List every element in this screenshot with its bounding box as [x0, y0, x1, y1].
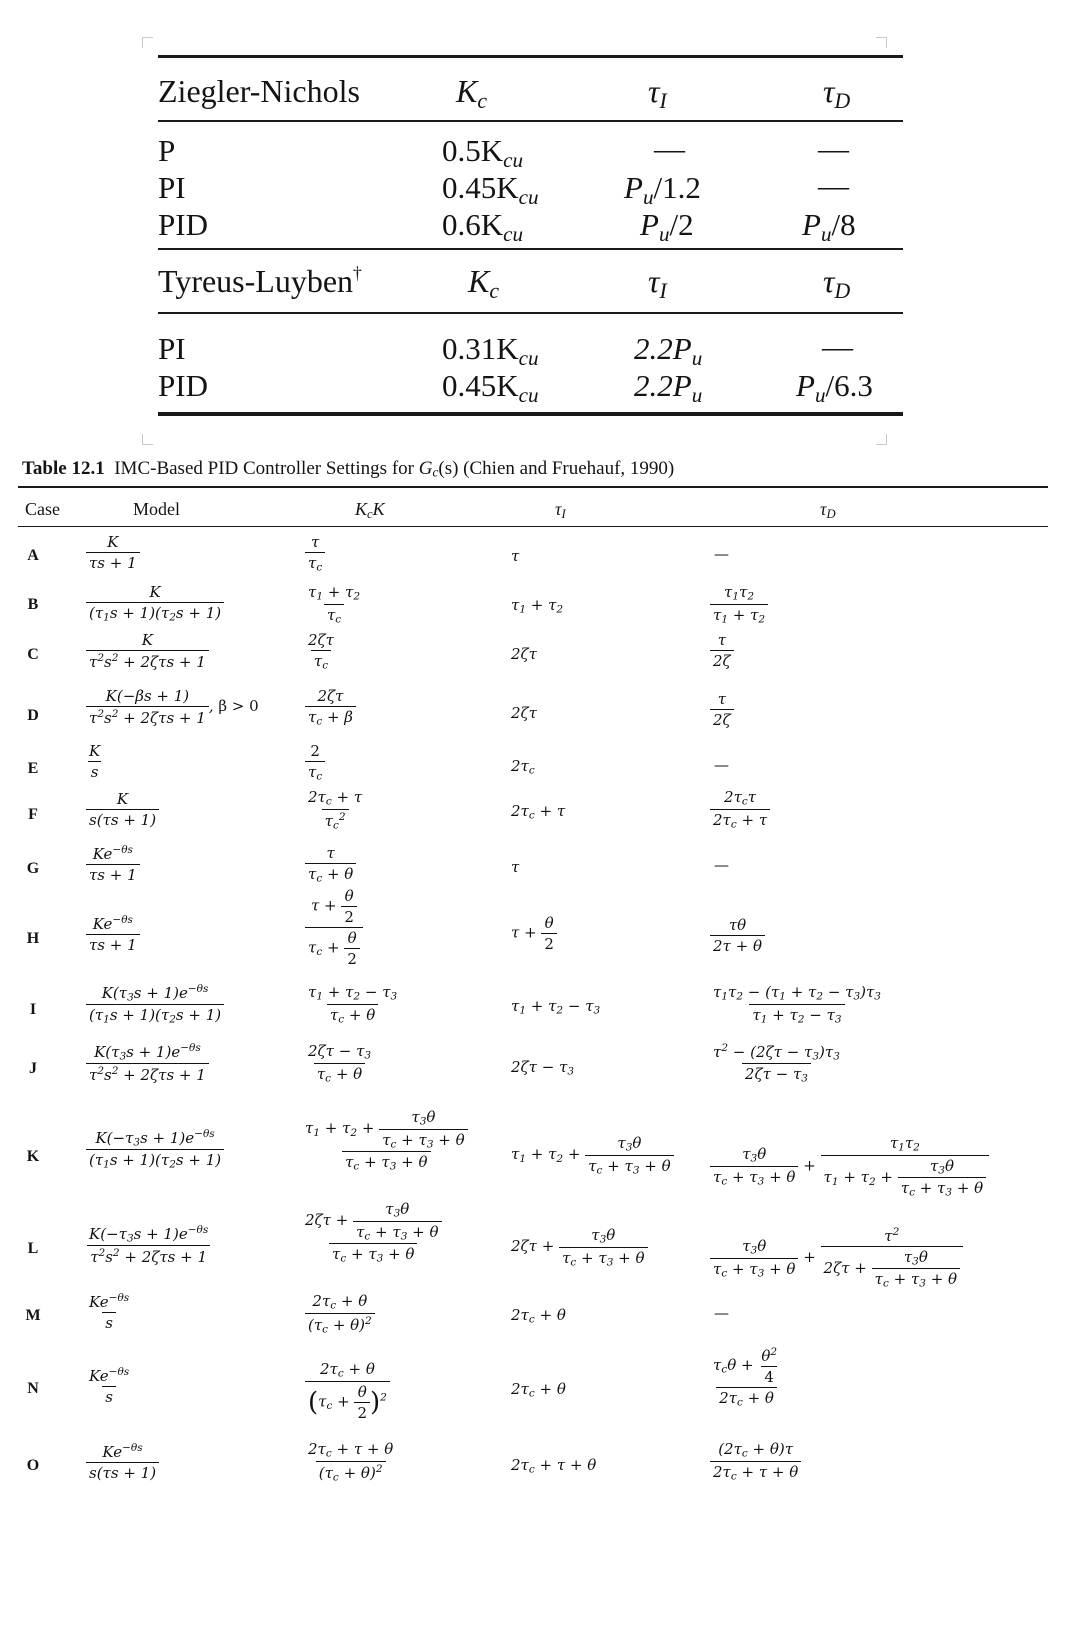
imc-top-rule — [18, 486, 1048, 488]
formula: $\frac{2}{\tau_c}$ — [305, 742, 325, 783]
formula: $\frac{\tau}{2\zeta}$ — [710, 631, 734, 670]
zn-row-p-td: — — [818, 131, 849, 166]
case-label: F — [28, 806, 38, 823]
formula: $\frac{\tau\theta}{2\tau + \theta}$ — [710, 916, 765, 955]
formula: $2\tau_c + \tau + \theta$ — [511, 1456, 597, 1476]
formula: $2\tau_c + \theta$ — [511, 1380, 566, 1400]
formula: $\frac{\tau_3\theta}{\tau_c + \tau_3 + \theta}$ + $\tau^2$ 2ζτ + $\frac{\tau_3\theta}{\tau_c + \tau_3 + \theta}$ — [710, 1226, 963, 1290]
zn-row-pi-ti: $P_u/1.2$ — [624, 170, 701, 209]
case-label: I — [29, 1001, 37, 1018]
case-label: A — [27, 547, 39, 564]
formula: $2\zeta\tau - \tau_3$ — [511, 1058, 575, 1078]
zn-row-pid-ti: $P_u/2$ — [640, 207, 694, 246]
case-label: O — [26, 1457, 40, 1474]
formula: $\frac{\tau_1\tau_2 - (\tau_1 + \tau_2 - \tau_3)\tau_3}{\tau_1 + \tau_2 - \tau_3}$ — [713, 983, 881, 1026]
formula: 2ζτ — [511, 645, 537, 663]
imc-header-rule — [18, 526, 1048, 527]
formula: $\frac{K}{s(\tau s + 1)}$ — [86, 790, 159, 829]
formula: τ — [511, 858, 520, 876]
formula: $\frac{\tau_3\theta}{\tau_c + \tau_3 + \theta}$ + $\tau_1\tau_2$ $\tau_1 + \tau_2$ + $\frac{\tau_3\theta}{\tau_c + \tau_3 + \theta}$ — [710, 1134, 989, 1199]
tl-row-pi-ti: $2.2P_u$ — [634, 331, 703, 370]
tl-header-td: $\tau_D$ — [823, 263, 851, 304]
formula: $\tau_c\theta$ + $\frac{\theta^2}{4}$ $2\tau_c + \theta$ — [713, 1346, 778, 1409]
formula: $\frac{K}{s}$ — [89, 742, 101, 781]
formula: $2\tau_c$ — [511, 757, 535, 777]
formula: $\frac{Ke^{-\theta s}}{\tau s + 1}$ — [86, 914, 140, 954]
zn-title: Ziegler-Nichols — [158, 73, 360, 109]
formula: $\frac{2\tau_c\tau}{2\tau_c + \tau}$ — [710, 788, 770, 830]
formula: $\frac{K(-\tau_3s + 1)e^{-\theta s}}{\tau^2s^2 + 2\zeta\tau s + 1}$ — [89, 1224, 209, 1267]
formula: $\frac{K(\tau_3s + 1)e^{-\theta s}}{\tau^2s^2 + 2\zeta\tau s + 1}$ — [86, 1042, 209, 1084]
formula: $\frac{K}{\tau s + 1}$ — [86, 533, 140, 572]
tl-header-ti: $\tau_I$ — [648, 263, 667, 304]
formula: τ — [511, 547, 520, 565]
zn-header-rule — [158, 120, 903, 122]
formula: $\frac{2\zeta\tau}{\tau_c}$ — [308, 631, 334, 672]
case-label: G — [26, 860, 40, 877]
formula: $\frac{\tau}{2\zeta}$ — [710, 690, 734, 729]
imc-table-caption: Table 12.1 IMC-Based PID Controller Settings for $G_c(s)$ (Chien and Fruehauf, 1990) — [22, 458, 675, 480]
formula: 2ζτ + $\frac{\tau_3\theta}{\tau_c + \tau_3 + \theta}$ — [511, 1226, 648, 1268]
zn-row-pi-mode: PI — [158, 170, 186, 205]
zn-header-ti: $\tau_I$ — [648, 73, 667, 114]
formula: $\tau_1 + \tau_2$ — [511, 596, 564, 616]
case-label: J — [29, 1060, 37, 1077]
case-label: K — [26, 1148, 40, 1165]
formula: $\frac{Ke^{-\theta s}}{s}$ — [89, 1366, 130, 1406]
formula: $\frac{K(\tau_3s + 1)e^{-\theta s}}{(\tau_1s + 1)(\tau_2s + 1)}$ — [86, 983, 224, 1026]
zn-header-kc: $K_c$ — [456, 73, 487, 114]
tl-header-rule — [158, 312, 903, 314]
formula: τ + $\frac{\theta}{2}$ $\tau_c$ + $\frac{\theta}{2}$ — [305, 887, 363, 968]
header-td: $\tau_D$ — [820, 499, 836, 522]
formula: $\frac{K}{\tau^2s^2 + 2\zeta\tau s + 1}$ — [86, 631, 209, 671]
formula: 2ζτ + $\frac{\tau_3\theta}{\tau_c + \tau_3 + \theta}$ $\tau_c + \tau_3 + \theta$ — [302, 1200, 445, 1265]
formula: $2\tau_c + \theta$ — [511, 1306, 566, 1326]
formula: — — [714, 856, 729, 874]
case-label: H — [26, 930, 40, 947]
zn-row-pi-kc: $0.45K_{cu}$ — [442, 170, 539, 209]
formula: $\frac{2\zeta\tau}{\tau_c + \beta}$ — [305, 687, 356, 728]
case-label: D — [27, 707, 39, 724]
formula: τ + $\frac{\theta}{2}$ — [511, 914, 557, 953]
case-label: N — [27, 1380, 39, 1397]
formula: — — [714, 1304, 729, 1322]
formula: $\frac{Ke^{-\theta s}}{s}$ — [89, 1292, 130, 1332]
formula: $\frac{(2\tau_c + \theta)\tau}{2\tau_c + \tau + \theta}$ — [710, 1440, 801, 1482]
case-label: L — [27, 1240, 39, 1257]
case-label: M — [25, 1307, 41, 1324]
formula: $\frac{2\tau_c + \theta}{(\tau_c + \theta)^2}$ — [305, 1292, 375, 1335]
formula: $2\tau_c + \theta$ ($\tau_c$ + $\frac{\theta}{2}$ )$^2$ — [305, 1360, 390, 1422]
formula: $\frac{K(-\beta s + 1)}{\tau^2s^2 + 2\zeta\tau s + 1}$ , β > 0 — [86, 687, 259, 727]
tl-row-pid-mode: PID — [158, 368, 208, 403]
formula: $\frac{K(-\tau_3s + 1)e^{-\theta s}}{(\tau_1s + 1)(\tau_2s + 1)}$ — [86, 1128, 224, 1171]
header-model: Model — [133, 499, 180, 519]
zn-row-pid-td: $P_u/8$ — [802, 207, 856, 246]
formula: 2ζτ — [511, 704, 537, 722]
tl-row-pi-kc: $0.31K_{cu}$ — [442, 331, 539, 370]
tl-title: Tyreus-Luyben† — [158, 263, 362, 300]
formula: $\frac{Ke^{-\theta s}}{\tau s + 1}$ — [86, 844, 140, 884]
top-rule — [158, 55, 903, 58]
zn-row-pid-mode: PID — [158, 207, 208, 242]
formula: — — [714, 545, 729, 563]
formula: — — [714, 756, 729, 774]
tl-row-pid-td: $P_u/6.3$ — [796, 368, 873, 407]
case-label: E — [27, 760, 39, 777]
formula: $\frac{2\tau_c + \tau}{\tau_c^2}$ — [308, 788, 363, 832]
formula: $\tau_1 + \tau_2$ + $\frac{\tau_3\theta}{\tau_c + \tau_3 + \theta}$ — [511, 1134, 674, 1176]
formula: $\frac{\tau^2 - (2\zeta\tau - \tau_3)\tau_3}{2\zeta\tau - \tau_3}$ — [713, 1042, 840, 1086]
zn-row-pi-td: — — [818, 168, 849, 203]
tuning-rules-table — [158, 55, 903, 435]
formula: $\frac{2\zeta\tau - \tau_3}{\tau_c + \theta}$ — [308, 1042, 372, 1085]
zn-row-p-kc: $0.5K_{cu}$ — [442, 133, 524, 172]
tl-row-pi-td: — — [822, 329, 853, 364]
zn-row-p-ti: — — [654, 131, 685, 166]
tl-top-rule — [158, 248, 903, 250]
tl-row-pi-mode: PI — [158, 331, 186, 366]
bottom-rule — [158, 412, 903, 416]
case-label: C — [27, 646, 39, 663]
formula: $\frac{\tau}{\tau_c + \theta}$ — [305, 844, 356, 885]
tl-row-pid-kc: $0.45K_{cu}$ — [442, 368, 539, 407]
header-case: Case — [25, 499, 60, 519]
formula: $\frac{\tau_1\tau_2}{\tau_1 + \tau_2}$ — [710, 583, 768, 625]
header-kck: $K_cK$ — [355, 499, 385, 522]
header-ti: $\tau_I$ — [555, 499, 566, 522]
tl-header-kc: $K_c$ — [468, 263, 499, 304]
formula: $\frac{\tau_1 + \tau_2 - \tau_3}{\tau_c + \theta}$ — [308, 983, 398, 1026]
formula: $2\tau_c + \tau$ — [511, 802, 566, 822]
zn-row-p-mode: P — [158, 133, 176, 168]
formula: $\frac{2\tau_c + \tau + \theta}{(\tau_c + \theta)^2}$ — [308, 1440, 394, 1484]
case-label: B — [27, 596, 39, 613]
formula: $\frac{\tau}{\tau_c}$ — [305, 533, 325, 574]
formula: $\tau_1 + \tau_2$ + $\frac{\tau_3\theta}{\tau_c + \tau_3 + \theta}$ $\tau_c + \tau_3 + \theta$ — [302, 1108, 471, 1173]
zn-header-td: $\tau_D$ — [823, 73, 851, 114]
tl-row-pid-ti: $2.2P_u$ — [634, 368, 703, 407]
zn-row-pid-kc: $0.6K_{cu}$ — [442, 207, 524, 246]
formula: $\frac{\tau_1 + \tau_2}{\tau_c}$ — [308, 583, 361, 626]
formula: $\frac{K}{(\tau_1s + 1)(\tau_2s + 1)}$ — [86, 583, 224, 624]
formula: $\tau_1 + \tau_2 - \tau_3$ — [511, 997, 601, 1017]
formula: $\frac{Ke^{-\theta s}}{s(\tau s + 1)}$ — [86, 1442, 159, 1482]
